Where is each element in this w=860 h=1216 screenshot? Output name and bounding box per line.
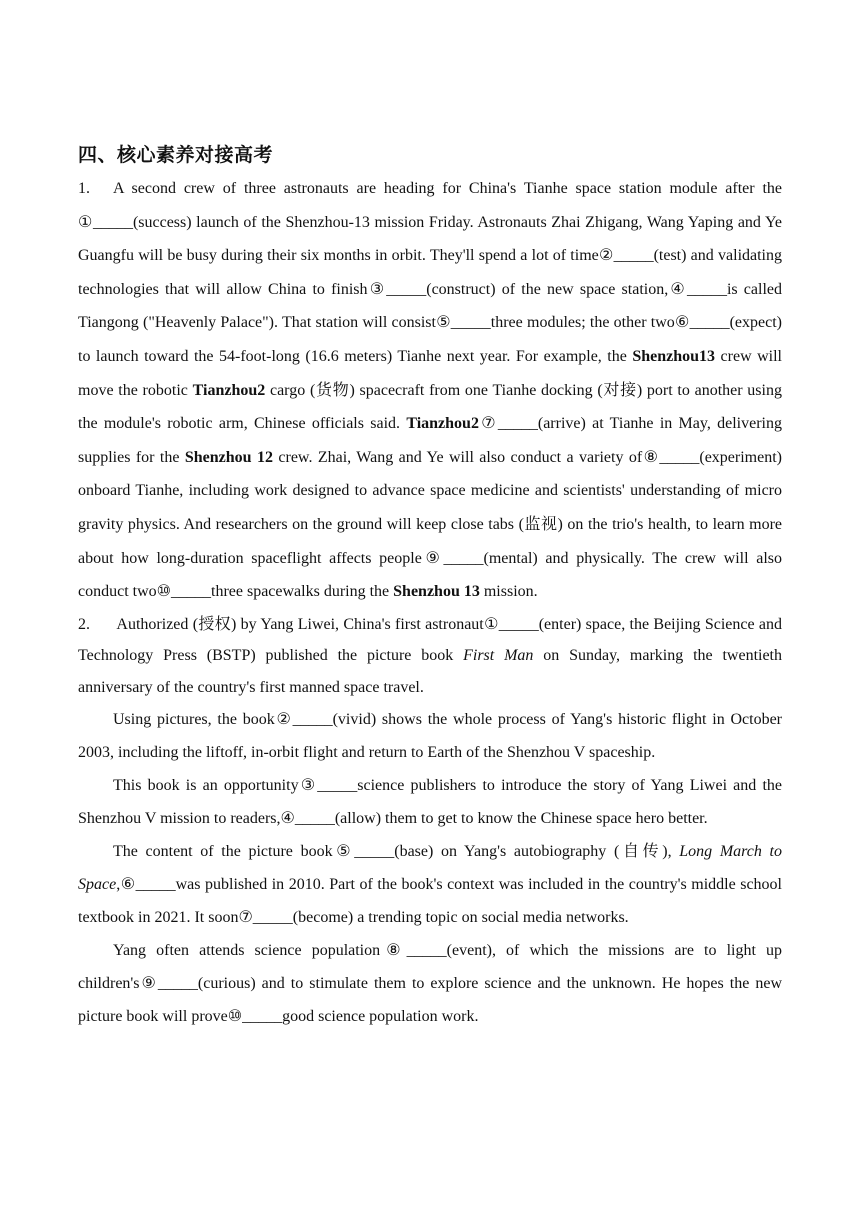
q1-text-4: ⑦_____(arrive) at Tianhe in May, delivering supplies for the [78, 415, 782, 466]
question-2-intro [78, 609, 782, 704]
question-2-paragraph-3 [78, 835, 782, 934]
exercise-body [78, 172, 782, 1033]
q1-text-2: crew will move the robotic [78, 347, 783, 399]
q1-bold-shenzhou13: Shenzhou13 [632, 347, 716, 365]
q1-bold-tianzhou2-second: Tianzhou2 [406, 415, 479, 433]
q2-intro-text: Authorized (授权) by Yang Liwei, China's first astronaut①_____(enter) space, the Beijing Science and Technology Press (BSTP) published the picture book [78, 615, 782, 665]
question-1-passage [78, 172, 782, 609]
q1-text-6: mission. [479, 583, 538, 601]
q2-autobiography-title: Long March to Space [78, 843, 782, 894]
question-1-number: 1. [78, 180, 90, 197]
q2-p3-text-a: The content of the picture book⑤_____(base) on Yang's autobiography (自传), [113, 843, 680, 861]
q1-bold-tianzhou2: Tianzhou2 [192, 381, 266, 399]
q1-text-3: cargo (货物) spacecraft from one Tianhe docking (对接) port to another using the module's robotic arm, Chinese officials said. [78, 381, 782, 433]
section-title: 四、核心素养对接高考 [78, 144, 274, 166]
q1-text-5: crew. Zhai, Wang and Ye will also conduct a variety of⑧_____(experiment) onboard Tianhe, including work designed to advance space medicine and scientists' understanding of micro gravity physics. And researchers on the ground will keep close tabs (监视) on the trio's health, to learn more about how long-duration spaceflight affects people⑨_____(mental) and physically. The crew will also conduct two⑩_____three spacewalks during the [78, 448, 782, 601]
question-2-paragraph-4: Yang often attends science population⑧_____(event), of which the missions are to light up children's⑨_____(curious) and to stimulate them to explore science and the unknown. He hopes the new picture book will prove⑩_____good science population work. [78, 942, 782, 1026]
q1-bold-shenzhou-12: Shenzhou 12 [184, 448, 273, 466]
question-2-paragraph-2: This book is an opportunity③_____science publishers to introduce the story of Yang Liwei and the Shenzhou V mission to readers,④_____(allow) them to get to know the Chinese space hero better. [78, 777, 782, 828]
question-2-paragraph-1: Using pictures, the book②_____(vivid) shows the whole process of Yang's historic flight in October 2003, including the liftoff, in-orbit flight and return to Earth of the Shenzhou V spaceship. [78, 711, 782, 762]
q2-p3-text-b: ,⑥_____was published in 2010. Part of the book's context was included in the country's middle school textbook in 2021. It soon⑦_____(become) a trending topic on social media networks. [78, 876, 782, 927]
question-2-number: 2. [78, 615, 90, 633]
q2-intro-end: on Sunday, marking the twentieth anniversary of the country's first manned space travel. [78, 647, 783, 696]
q2-book-title: First Man [463, 647, 534, 665]
q1-bold-shenzhou-13: Shenzhou 13 [393, 583, 480, 601]
q1-text-1: A second crew of three astronauts are heading for China's Tianhe space station module after the ①_____(success) launch of the Shenzhou-13 mission Friday. Astronauts Zhai Zhigang, Wang Yaping and Ye Guangfu will be busy during their six months in orbit. They'll spend a lot of time②_____(test) and validating technologies that will allow China to finish③_____(construct) of the new space station,④_____is called Tiangong ("Heavenly Palace"). That station will consist⑤_____three modules; the other two⑥_____(expect) to launch toward the 54-foot-long (16.6 meters) Tianhe next year. For example, the [78, 180, 782, 365]
